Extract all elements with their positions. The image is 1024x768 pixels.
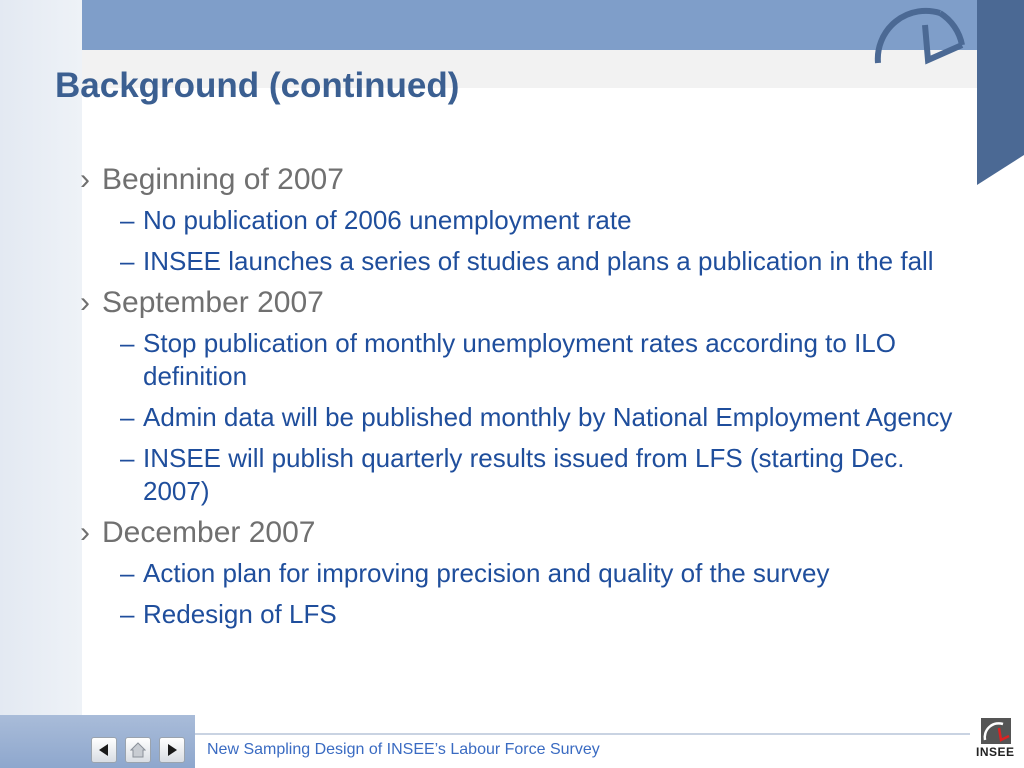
right-decor-band xyxy=(977,0,1024,185)
dash-icon: – xyxy=(120,246,135,276)
top-header-bar xyxy=(82,0,977,50)
sub-bullet xyxy=(120,327,973,393)
slide-title: Background (continued) xyxy=(55,66,460,105)
triangle-right-icon xyxy=(165,743,179,757)
sub-bullet-text: INSEE launches a series of studies and plans a publication in the fall xyxy=(143,246,934,276)
sub-bullet-text: No publication of 2006 unemployment rate xyxy=(143,205,632,235)
bullet-heading: Beginning of 2007 xyxy=(102,163,344,196)
sub-bullet-text: INSEE will publish quarterly results issued from LFS (starting Dec. 2007) xyxy=(143,443,905,506)
bullet-chevron-icon: › xyxy=(80,286,90,319)
sub-bullet xyxy=(120,245,973,278)
insee-arc-logo-icon xyxy=(870,5,970,67)
sub-bullet-text: Admin data will be published monthly by National Employment Agency xyxy=(143,402,953,432)
bullet-chevron-icon: › xyxy=(80,163,90,196)
next-slide-button[interactable] xyxy=(159,737,185,763)
bullet-chevron-icon: › xyxy=(80,516,90,549)
bullet-december-2007 xyxy=(80,516,975,550)
slide-content xyxy=(80,163,975,639)
footer-title: New Sampling Design of INSEE’s Labour Force Survey xyxy=(207,741,600,758)
dash-icon: – xyxy=(120,328,135,358)
sub-bullet xyxy=(120,401,973,434)
dash-icon: – xyxy=(120,402,135,432)
dash-icon: – xyxy=(120,558,135,588)
footer-divider xyxy=(195,733,970,735)
bullet-beginning-2007 xyxy=(80,163,975,197)
sub-bullet-text: Stop publication of monthly unemployment rates according to ILO definition xyxy=(143,328,896,391)
prev-slide-button[interactable] xyxy=(91,737,117,763)
sub-bullet xyxy=(120,204,973,237)
left-decor-band xyxy=(0,0,82,715)
sub-bullet xyxy=(120,598,973,631)
dash-icon: – xyxy=(120,205,135,235)
bullet-heading: September 2007 xyxy=(102,286,324,319)
dash-icon: – xyxy=(120,599,135,629)
home-button[interactable] xyxy=(125,737,151,763)
bullet-september-2007 xyxy=(80,286,975,320)
triangle-left-icon xyxy=(97,743,111,757)
sub-bullet-text: Action plan for improving precision and quality of the survey xyxy=(143,558,830,588)
sub-bullet xyxy=(120,442,973,508)
home-icon xyxy=(130,742,146,758)
sub-bullet-text: Redesign of LFS xyxy=(143,599,337,629)
bullet-heading: December 2007 xyxy=(102,516,316,549)
sub-bullet xyxy=(120,557,973,590)
insee-logo-text: INSEE xyxy=(976,745,1015,759)
dash-icon: – xyxy=(120,443,135,473)
